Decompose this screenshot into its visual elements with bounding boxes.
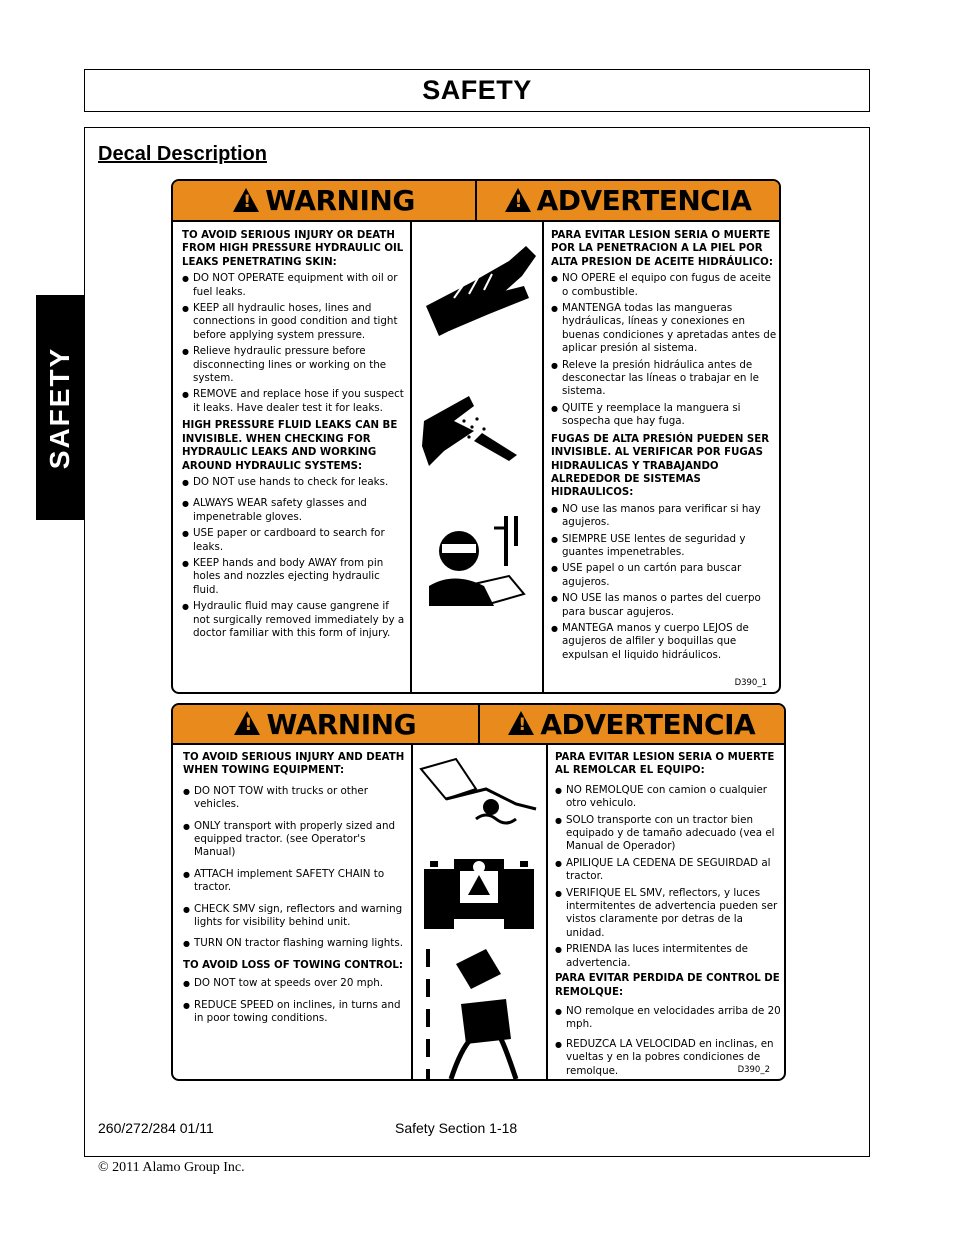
list-item: ● MANTENGA todas las mangueras hydráulicas, líneas y conexiones en buenas condiciones y apretadas antes de aplicar presión al sistema. [551,302,777,356]
list-item: ● NO remolque en velocidades arriba de 20 mph. [555,1005,783,1032]
decal2-es-heading-1: PARA EVITAR LESION SERIA O MUERTE AL REMOLCAR EL EQUIPO: [555,752,775,777]
list-item: ● DO NOT tow at speeds over 20 mph. [183,977,409,990]
page-header-title: SAFETY [422,75,532,105]
list-item: ● QUITE y reemplace la manguera si sospecha que hay fuga. [551,402,777,429]
decal1-es-heading-2: FUGAS DE ALTA PRESIÓN PUEDEN SER INVISIBLE. AL VERIFICAR POR FUGAS HIDRAULICAS Y TRABAJANDO ALREDEDOR DE SISTEMAS HIDRAULICOS: [551,433,770,499]
decal1-advertencia-label: ! ADVERTENCIA [475,181,779,220]
decal2-advertencia-label: ! ADVERTENCIA [478,705,785,743]
list-item: ● CHECK SMV sign, reflectors and warning lights for visibility behind unit. [183,903,409,930]
list-item: ● VERIFIQUE EL SMV, reflectors, y luces intermitentes de advertencia pueden ser vistos claramente por detras de la unidad. [555,887,783,941]
list-item: ● DO NOT use hands to check for leaks. [182,476,406,489]
list-item: ● SIEMPRE USE lentes de seguridad y guantes impenetrables. [551,533,777,560]
decal1-divider-left [410,222,412,692]
list-item: ● Relieve hydraulic pressure before disconnecting lines or working on the system. [182,345,406,385]
tow-hitch-icon [421,759,536,823]
list-item: ● APILIQUE LA CEDENA DE SEGUIRDAD al tractor. [555,857,783,884]
list-item: ● ALWAYS WEAR safety glasses and impenetrable gloves. [182,497,406,524]
list-item: ● NO OPERE el equipo con fugus de aceite o combustible. [551,272,777,299]
decal2-en-heading-2: TO AVOID LOSS OF TOWING CONTROL: [183,959,403,971]
decal1-spanish-text [551,229,777,662]
warning-triangle-icon [505,188,531,212]
list-item: ● REMOVE and replace hose if you suspect it leaks. Have dealer test it for leaks. [182,388,406,415]
decal2-spanish-text [555,751,783,1078]
list-item: ● MANTEGA manos y cuerpo LEJOS de agujeros de alfiler y boquillas que expulsan el liquido hidráulicos. [551,622,777,662]
decal1-divider-right [542,222,544,692]
page-header-box [84,69,870,112]
decal2-es-heading-2: PARA EVITAR PERDIDA DE CONTROL DE REMOLQUE: [555,973,780,998]
decal1-pictograms [414,226,540,646]
list-item: ● Hydraulic fluid may cause gangrene if not surgically removed immediately by a doctor familiar with this form of injury. [182,600,406,640]
footer-page-number: Safety Section 1-18 [395,1120,518,1136]
warning-triangle-icon [233,188,259,212]
decal2-divider-left [411,745,413,1079]
list-item: ● NO REMOLQUE con camion o cualquier otro vehiculo. [555,784,783,811]
tractor-rear-smv-icon [424,859,534,929]
warning-triangle-icon [234,711,260,735]
list-item: ● KEEP all hydraulic hoses, lines and connections in good condition and tight before applying system pressure. [182,302,406,342]
decal2-warning-label: ! WARNING [173,705,478,743]
list-item: ● REDUZCA LA VELOCIDAD en inclinas, en vueltas y en la pobres condiciones de remolque. [555,1038,783,1078]
list-item: ● DO NOT TOW with trucks or other vehicles. [183,785,409,812]
list-item: ● TURN ON tractor flashing warning lights. [183,937,409,950]
footer-copyright: © 2011 Alamo Group Inc. [98,1160,245,1175]
decal2-code: D390_2 [737,1065,770,1075]
side-tab-label: SAFETY [44,346,75,469]
decal1-en-heading-1: TO AVOID SERIOUS INJURY OR DEATH FROM HIGH PRESSURE HYDRAULIC OIL LEAKS PENETRATING SKIN: [182,230,404,268]
jackknife-tow-icon [426,949,516,1079]
person-cardboard-leak-check-icon [429,516,524,606]
hand-spray-icon [422,396,517,466]
list-item: ● REDUCE SPEED on inclines, in turns and in poor towing conditions. [183,999,409,1026]
list-item: ● ATTACH implement SAFETY CHAIN to tractor. [183,868,409,895]
decal-hydraulic-warning [171,179,781,694]
list-item: ● SOLO transporte con un tractor bien equipado y de tamaño adecuado (vea el Manual de Operador) [555,814,783,854]
list-item: ● USE papel o un cartón para buscar agujeros. [551,562,777,589]
list-item: ● USE paper or cardboard to search for leaks. [182,527,406,554]
list-item: ● PRIENDA las luces intermitentes de advertencia. [555,943,783,970]
decal1-header [173,181,779,222]
decal-towing-warning [171,703,786,1081]
decal2-header [173,705,784,745]
list-item: ● DO NOT OPERATE equipment with oil or fuel leaks. [182,272,406,299]
list-item: ● NO USE las manos o partes del cuerpo para buscar agujeros. [551,592,777,619]
warning-triangle-icon [508,711,534,735]
side-section-tab [36,295,84,520]
footer-model-date: 260/272/284 01/11 [98,1120,214,1136]
list-item: ● NO use las manos para verificar si hay agujeros. [551,503,777,530]
list-item: ● ONLY transport with properly sized and equipped tractor. (see Operator's Manual) [183,820,409,860]
decal1-code: D390_1 [734,678,767,688]
decal1-es-heading-1: PARA EVITAR LESION SERIA O MUERTE POR LA PENETRACION A LA PIEL POR ALTA PRESION DE ACEITE HIDRÁULICO: [551,230,773,268]
decal1-english-text [182,229,406,640]
section-title: Decal Description [98,143,267,165]
hand-hose-penetration-icon [426,246,536,336]
list-item: ● KEEP hands and body AWAY from pin holes and nozzles ejecting hydraulic fluid. [182,557,406,597]
decal1-en-heading-2: HIGH PRESSURE FLUID LEAKS CAN BE INVISIBLE. WHEN CHECKING FOR HYDRAULIC LEAKS AND WORKING AROUND HYDRAULIC SYSTEMS: [182,420,398,472]
decal2-divider-right [546,745,548,1079]
decal2-english-text [183,751,409,1026]
list-item: ● Releve la presión hidráulica antes de desconectar las líneas o trabajar en le sistema. [551,359,777,399]
decal2-en-heading-1: TO AVOID SERIOUS INJURY AND DEATH WHEN TOWING EQUIPMENT: [183,752,405,777]
decal2-pictograms [416,749,542,1079]
decal1-warning-label: ! WARNING [173,181,475,220]
